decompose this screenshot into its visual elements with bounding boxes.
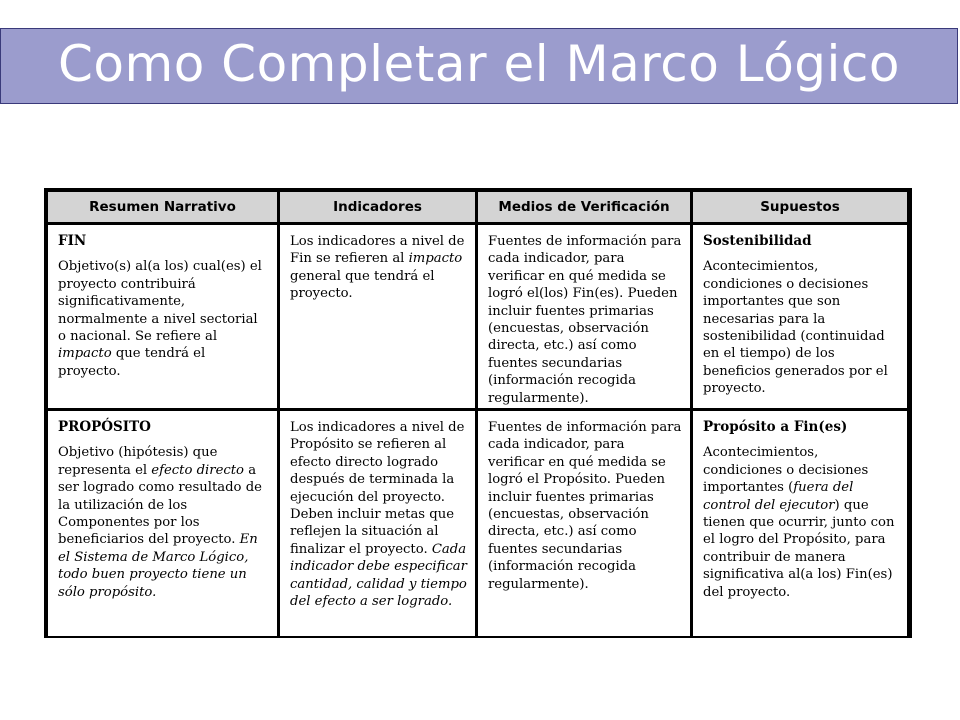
header-supuestos: Supuestos xyxy=(693,192,907,222)
proposito-supuestos-cell xyxy=(693,411,907,636)
proposito-resumen-text: Objetivo (hipótesis) que representa el efecto directo a ser logrado como resultado de la utilización de los Componentes por los beneficiarios del proyecto. En el Sistema de Marco Lógico, todo buen proyecto tiene un sólo propósito. xyxy=(58,445,262,600)
proposito-medios-cell xyxy=(478,411,690,636)
header-resumen-narrativo: Resumen Narrativo xyxy=(48,192,277,222)
fin-resumen-text: Objetivo(s) al(a los) cual(es) el proyecto contribuirá significativamente, normalmente a nivel sectorial o nacional. Se refiere al impacto que tendrá el proyecto. xyxy=(58,259,262,379)
sostenibilidad-label: Sostenibilidad xyxy=(703,233,812,249)
header-medios-verificacion: Medios de Verificación xyxy=(478,192,690,222)
fin-indicadores-cell xyxy=(280,225,475,408)
header-indicadores: Indicadores xyxy=(280,192,475,222)
fin-indicadores-text: Los indicadores a nivel de Fin se refieren al impacto general que tendrá el proyecto. xyxy=(290,234,465,302)
fin-medios-text: Fuentes de información para cada indicador, para verificar en qué medida se logró el(los) Fin(es). Pueden incluir fuentes primarias (encuestas, observación directa, etc.) así como fuentes secundarias (información recogida regularmente). xyxy=(488,234,682,406)
slide-title: Como Completar el Marco Lógico xyxy=(57,35,901,93)
fin-label: FIN xyxy=(58,233,87,249)
fin-supuestos-text: Acontecimientos, condiciones o decisiones importantes que son necesarias para la sostenibilidad (continuidad en el tiempo) de los beneficios generados por el proyecto. xyxy=(703,259,888,397)
proposito-supuestos-text: Acontecimientos, condiciones o decisiones importantes (fuera del control del ejecutor) que tienen que ocurrir, junto con el logro del Propósito, para contribuir de manera significativa al(a los) Fin(es) del proyecto. xyxy=(703,445,895,600)
proposito-indicadores-text: Los indicadores a nivel de Propósito se refieren al efecto directo logrado después de terminada la ejecución del proyecto. Deben incluir metas que reflejen la situación al finalizar el proyecto. Cada indicador debe especificar cantidad, calidad y tiempo del efecto a ser logrado. xyxy=(290,420,467,610)
fin-supuestos-cell xyxy=(693,225,907,408)
proposito-label: PROPÓSITO xyxy=(58,419,151,435)
proposito-resumen-cell xyxy=(48,411,277,636)
fin-medios-cell xyxy=(478,225,690,408)
title-bar xyxy=(0,28,958,104)
fin-resumen-cell xyxy=(48,225,277,408)
proposito-indicadores-cell xyxy=(280,411,475,636)
logical-framework-table xyxy=(44,188,912,638)
proposito-a-fin-label: Propósito a Fin(es) xyxy=(703,419,848,435)
proposito-medios-text: Fuentes de información para cada indicador, para verificar en qué medida se logró el Propósito. Pueden incluir fuentes primarias (encuestas, observación directa, etc.) así como fuentes secundarias (información recogida regularmente). xyxy=(488,420,682,592)
